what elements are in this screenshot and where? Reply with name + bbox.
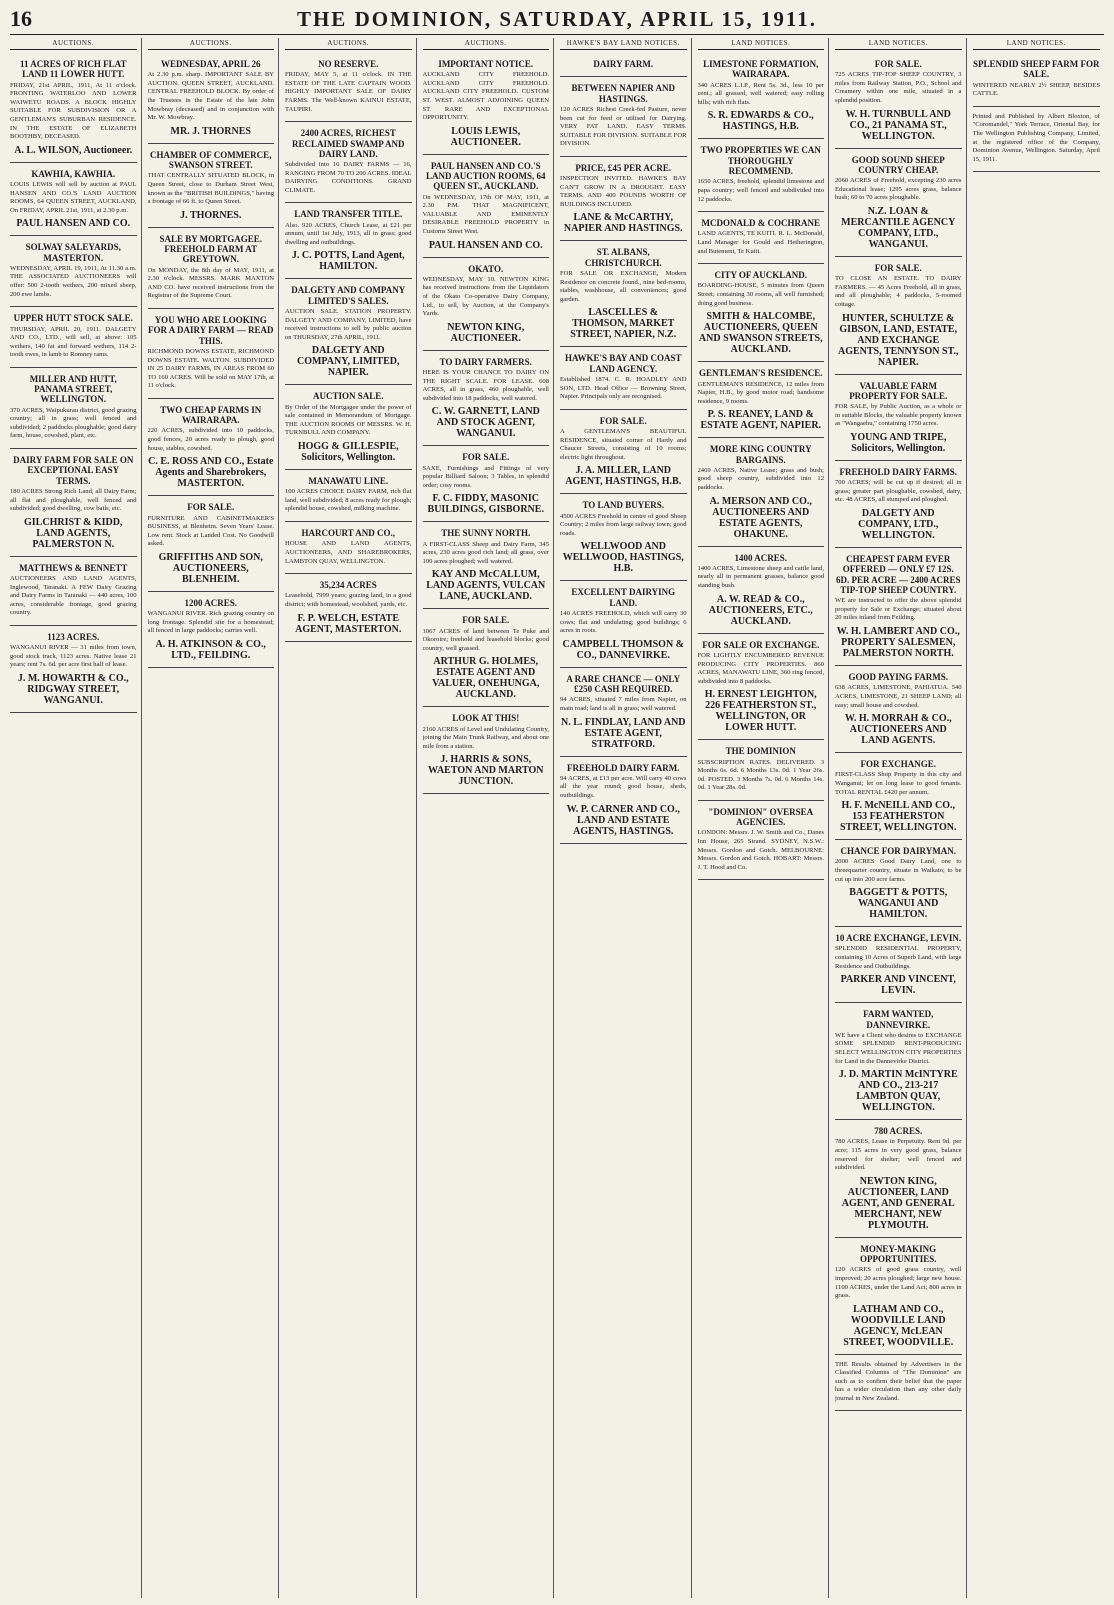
ad-body-text: FIRST-CLASS Shop Property in this city and Wanganui; let on long lease to good tenants. TOTAL RENTAL £420 per annum. bbox=[835, 771, 962, 796]
ad-advertiser: DALGETY AND COMPANY, LIMITED, NAPIER. bbox=[296, 345, 400, 379]
ad-body-text: 1400 ACRES, Limestone sheep and cattle land, nearly all in permanent grasses, balance good standing bush. bbox=[697, 564, 824, 590]
ad-body-text: 94 ACRES, at £13 per acre. Will carry 40 cows all the year round; good house, sheds, outbuildings. bbox=[560, 774, 687, 800]
ad-body-text: 120 ACRES Richest Creek-fed Pasture, never been cut for feed or utilised for Dairying. VERY FAT LAND. EASY TERMS. SUITABLE FOR DIVISION. SUITABLE FOR DIVISION. bbox=[560, 106, 687, 148]
advertisement bbox=[423, 522, 550, 609]
advertisement bbox=[560, 77, 687, 157]
ad-headline: LIMESTONE FORMATION, WAIRARAPA. bbox=[703, 59, 819, 80]
ad-advertiser: N.Z. LOAN & MERCANTILE AGENCY COMPANY, LTD., WANGANUI. bbox=[841, 205, 956, 250]
ad-headline: MANAWATU LINE. bbox=[308, 476, 389, 486]
ad-headline: THE SUNNY NORTH. bbox=[441, 528, 531, 539]
column-3 bbox=[285, 38, 417, 1598]
ad-body-text: 638 ACRES, LIMESTONE, PAHIATUA. 540 ACRES, LIMESTONE, 21 SHEEP LAND; all easy; small house and cowshed. bbox=[835, 684, 962, 709]
ad-body-text: SUBSCRIPTION RATES. DELIVERED. 3 Months 6s. 6d. 6 Months 13s. 0d. 1 Year 26s. 0d. POSTED. 3 Months 7s. 0d. 6 Months 14s. 0d. 1 Year 28s. 0d. bbox=[697, 758, 824, 792]
advertisement bbox=[560, 347, 687, 409]
column-7 bbox=[835, 38, 967, 1598]
ad-body-text: WANGANUI RIVER. Rich grazing country on long frontage. Splendid site for a homestead; all fenced in large paddocks; carries well. bbox=[147, 610, 274, 635]
ad-body-text: 4500 ACRES Freehold in centre of good Sheep Country; 2 miles from large railway town; good roads. bbox=[560, 512, 687, 537]
advertisement bbox=[423, 53, 550, 155]
ad-body-text: TO CLOSE AN ESTATE. TO DAIRY FARMERS. — 45 Acres Freehold, all in grass, and all ploughable; 4 paddocks, 5-roomed cottage. bbox=[835, 275, 962, 308]
ad-body-text: 1067 ACRES of land between Te Puke and Okoroire; freehold and leasehold blocks; good country, well grassed. bbox=[422, 627, 549, 652]
advertisement bbox=[835, 927, 962, 1003]
ad-body-text: Established 1874. C. R. HOADLEY AND SON, LTD. Head Office — Browning Street, Napier. Principals only are recognised. bbox=[560, 376, 687, 401]
advertisement bbox=[698, 264, 825, 362]
ad-advertiser: PAUL HANSEN AND CO. bbox=[428, 239, 543, 251]
ad-headline: MORE KING COUNTRY BARGAINS. bbox=[709, 444, 812, 465]
advertisement bbox=[560, 757, 687, 844]
ad-headline: 1200 ACRES. bbox=[184, 597, 237, 608]
ad-body-text: Subdivided into 16 DAIRY FARMS — 16, RANGING FROM 70 TO 200 ACRES. IDEAL DAIRYING CONDITIONS. GRAND CLIMATE. bbox=[285, 161, 412, 194]
ad-advertiser: GILCHRIST & KIDD, LAND AGENTS, PALMERSTON N. bbox=[24, 516, 123, 550]
ad-advertiser: A. MERSON AND CO., AUCTIONEERS AND ESTATE AGENTS, OHAKUNE. bbox=[709, 495, 812, 540]
ad-headline: VALUABLE FARM PROPERTY FOR SALE. bbox=[849, 380, 948, 401]
ad-headline: TWO CHEAP FARMS IN WAIRARAPA. bbox=[160, 404, 262, 426]
advertisement bbox=[973, 107, 1101, 172]
ad-body-text: 2160 ACRES of Level and Undulating Country, joining the Main Trunk Railway, and about one mile from a station. bbox=[422, 725, 549, 750]
ad-advertiser: HUNTER, SCHULTZE & GIBSON, LAND, ESTATE, AND EXCHANGE AGENTS, TENNYSON ST., NAPIER. bbox=[838, 312, 959, 368]
ad-headline: PAUL HANSEN AND CO.'S LAND AUCTION ROOMS, 64 QUEEN ST., AUCKLAND. bbox=[425, 160, 546, 192]
ad-advertiser: W. H. TURNBULL AND CO., 21 PANAMA ST., WELLINGTON. bbox=[845, 108, 951, 142]
ad-headline: FOR SALE OR EXCHANGE. bbox=[702, 639, 820, 650]
advertisement bbox=[423, 155, 550, 258]
ad-advertiser: WELLWOOD AND WELLWOOD, HASTINGS, H.B. bbox=[562, 541, 684, 575]
advertisement bbox=[973, 53, 1101, 107]
advertisement bbox=[560, 157, 687, 242]
advertisement bbox=[835, 1120, 962, 1238]
advertisement bbox=[10, 307, 137, 368]
ad-advertiser: NEWTON KING, AUCTIONEER. bbox=[447, 321, 525, 344]
ad-headline: EXCELLENT DAIRYING LAND. bbox=[571, 587, 676, 608]
ad-advertiser: KAY AND McCALLUM, LAND AGENTS, VULCAN LANE, AUCKLAND. bbox=[426, 569, 546, 603]
advertisement bbox=[10, 236, 137, 307]
ad-advertiser: MR. J. THORNES bbox=[170, 125, 251, 137]
ad-advertiser: W. P. CARNER AND CO., LAND AND ESTATE AGENTS, HASTINGS. bbox=[566, 803, 680, 837]
ad-advertiser: N. L. FINDLAY, LAND AND ESTATE AGENT, STRATFORD. bbox=[560, 716, 686, 750]
advertisement bbox=[835, 840, 962, 927]
ad-body-text: LAND AGENTS, TE KUITI. R. L. McDonald, Land Manager for Gould and Hetherington, and Butement, Te Kuiti. bbox=[697, 230, 824, 255]
ad-advertiser: NEWTON KING, AUCTIONEER, LAND AGENT, AND GENERAL MERCHANT, NEW PLYMOUTH. bbox=[841, 1175, 955, 1231]
advertisement bbox=[835, 257, 962, 375]
ad-body-text: BOARDING-HOUSE, 5 minutes from Queen Street; containing 30 rooms, all well furnished; doing good business. bbox=[697, 282, 824, 307]
advertisement bbox=[285, 470, 412, 522]
ad-headline: MATTHEWS & BENNETT bbox=[19, 562, 128, 573]
ad-advertiser: C. W. GARNETT, LAND AND STOCK AGENT, WANGANUI. bbox=[431, 406, 540, 440]
ad-body-text: AUCTIONEERS AND LAND AGENTS, Inglewood, Taranaki. A FEW Dairy Grazing and Dairy Farms in Taranaki — 440 acres, 100 acres, considerable frontage, good grazing country. bbox=[10, 575, 137, 617]
advertisement bbox=[285, 522, 412, 574]
advertisement bbox=[560, 581, 687, 667]
advertisement-columns bbox=[10, 38, 1104, 1598]
ad-headline: MONEY-MAKING OPPORTUNITIES. bbox=[860, 1243, 937, 1265]
ad-headline: MCDONALD & COCHRANE bbox=[701, 218, 820, 229]
advertisement bbox=[835, 1355, 962, 1412]
advertisement bbox=[285, 574, 412, 641]
ad-advertiser: J. D. MARTIN McINTYRE AND CO., 213-217 LAMBTON QUAY, WELLINGTON. bbox=[838, 1069, 958, 1114]
ad-body-text: Leasehold, 7999 years; grazing land, in a good district; with homestead, woolshed, yards, etc. bbox=[285, 592, 412, 608]
ad-headline: FREEHOLD DAIRY FARM. bbox=[567, 762, 680, 773]
ad-body-text: LONDON: Messrs. J. W. Smith and Co., Danes Inn House, 265 Strand. SYDNEY, N.S.W.: Messrs. Gordon and Gotch. MELBOURNE: Messrs. Gordon and Gotch. HOBART: Messrs. J. T. Hood and Co. bbox=[697, 829, 824, 871]
ad-headline: 780 ACRES. bbox=[874, 1126, 923, 1137]
advertisement bbox=[835, 375, 962, 461]
ad-body-text: THAT CENTRALLY SITUATED BLOCK, in Queen Street, close to Durham Street West, known as the "BRITISH BUILDINGS," having a frontage of 66 ft. to Queen Street. bbox=[147, 172, 274, 206]
ad-body-text: By Order of the Mortgagee under the power of sale contained in Memorandum of Mortgage. THE AUCTION ROOMS OF MESSRS. W. H. TURNBULL AND COMPANY. bbox=[285, 403, 412, 437]
ad-advertiser: F. C. FIDDY, MASONIC BUILDINGS, GISBORNE. bbox=[427, 493, 544, 516]
ad-advertiser: C. E. ROSS AND CO., Estate Agents and Sharebrokers, MASTERTON. bbox=[148, 456, 274, 490]
ad-headline: HARCOURT AND CO., bbox=[301, 528, 396, 539]
ad-body-text: LOUIS LEWIS will sell by auction at PAUL HANSEN AND CO.'S LAND AUCTION ROOMS, 64 QUEEN STREET, AUCKLAND, On FRIDAY, APRIL 21st, 1911, at 2.30 p.m. bbox=[10, 180, 137, 214]
advertisement bbox=[835, 753, 962, 840]
ad-body-text: WINTERED NEARLY 2½ SHEEP, BESIDES CATTLE. bbox=[972, 81, 1100, 98]
column-4 bbox=[423, 38, 555, 1598]
ad-headline: FARM WANTED, DANNEVIRKE. bbox=[863, 1009, 934, 1030]
ad-body-text: WEDNESDAY, APRIL 19, 1911, At 11.30 a.m. THE ASSOCIATED AUCTIONEERS will offer: 500 2-tooth wethers, 200 mixed sheep, 200 ewe lambs. bbox=[10, 264, 137, 298]
ad-headline: DAIRY FARM. bbox=[593, 59, 654, 69]
advertisement bbox=[835, 548, 962, 666]
advertisement bbox=[10, 53, 137, 163]
ad-body-text: 2060 ACRES of Freehold, excepting 230 acres Educational lease; 1295 acres grass, balance bush; 60 to 70 acres ploughable. bbox=[835, 177, 962, 202]
ad-headline: GOOD SOUND SHEEP COUNTRY CHEAP. bbox=[851, 154, 945, 175]
column-header: AUCTIONS. bbox=[10, 38, 137, 50]
ad-body-text: GENTLEMAN'S RESIDENCE, 12 miles from Napier, H.B., by good motor road; handsome residence, 9 rooms. bbox=[697, 380, 824, 405]
advertisement bbox=[423, 446, 550, 522]
ad-body-text: FOR LIGHTLY ENCUMBERED REVENUE PRODUCING CITY PROPERTIES. 860 ACRES, MANAWATU LINE, 360 ring fenced, subdivided into 8 paddocks. bbox=[697, 651, 824, 685]
ad-body-text: 2469 ACRES, Native Lease; grass and bush; good sheep country, subdivided into 12 paddocks. bbox=[697, 466, 824, 491]
ad-headline: 10 ACRE EXCHANGE, LEVIN. bbox=[835, 933, 962, 944]
ad-advertiser: CAMPBELL THOMSON & CO., DANNEVIRKE. bbox=[562, 638, 684, 661]
ad-body-text: 140 ACRES FREEHOLD, which will carry 30 cows; flat and undulating; good buildings; 6 acres in roots. bbox=[560, 610, 687, 635]
advertisement bbox=[10, 626, 137, 713]
ad-headline: CHANCE FOR DAIRYMAN. bbox=[840, 846, 956, 857]
ad-body-text: 100 ACRES CHOICE DAIRY FARM, rich flat land, well subdivided; 8 acres ready for plough; splendid house, cowshed, milking machine. bbox=[285, 488, 412, 513]
ad-headline: FOR SALE. bbox=[874, 59, 922, 69]
ad-headline: ST. ALBANS, CHRISTCHURCH. bbox=[584, 247, 662, 268]
ad-advertiser: LASCELLES & THOMSON, MARKET STREET, NAPIER, N.Z. bbox=[570, 307, 677, 341]
ad-body-text: 700 ACRES; will be cut up if desired; all in grass; greater part ploughable, cowshed, dairy, etc. 48 ACRES, all stumped and ploughed. bbox=[835, 479, 962, 504]
ad-advertiser: YOUNG AND TRIPE, Solicitors, Wellington. bbox=[850, 431, 947, 454]
ad-body-text: FRIDAY, MAY 5, at 11 o'clock. IN THE ESTATE OF THE LATE CAPTAIN WOOD. HIGHLY IMPORTANT SALE OF DAIRY FARMS. The Well-known KAINUI ESTATE, TAUPIRI. bbox=[285, 71, 412, 113]
ad-advertiser: A. L. WILSON, Auctioneer. bbox=[14, 144, 133, 156]
ad-body-text: AUCTION SALE. STATION PROPERTY. DALGETY AND COMPANY, LIMITED, have received instructions to sell by public auction on THURSDAY, 27th APRIL, 1911. bbox=[285, 308, 412, 341]
ad-body-text: FRIDAY, 21st APRIL, 1911, At 11 o'clock. FRONTING WATERLOO AND LOWER WAIWETU ROADS. A BLOCK HIGHLY SUITABLE FOR SUBDIVISION OR A GENTLEMAN'S SUBURBAN RESIDENCE. IN THE ESTATE OF ELIZABETH BOOTHBY, DECEASED. bbox=[10, 81, 137, 141]
ad-advertiser: SMITH & HALCOMBE, AUCTIONEERS, QUEEN AND SWANSON STREETS, AUCKLAND. bbox=[698, 311, 823, 356]
ad-headline: TWO PROPERTIES WE CAN THOROUGHLY RECOMMEND. bbox=[700, 145, 821, 177]
ad-body-text: 340 ACRES L.I.P., Rent 5s. 3d., less 10 per cent.; all grassed, well watered; easy rolling hills; with rich flats. bbox=[697, 81, 824, 106]
ad-body-text: 220 ACRES, subdivided into 10 paddocks, good fences, 20 acres ready to plough, good house, stables, cowshed. bbox=[147, 427, 274, 452]
ad-body-text: 2000 ACRES Good Dairy Land, one to threequarter country, situate in Waikato; to be cut up into 200 acre farms. bbox=[835, 858, 962, 883]
advertisement bbox=[698, 547, 825, 634]
ad-advertiser: LOUIS LEWIS, AUCTIONEER. bbox=[450, 125, 521, 148]
ad-advertiser: J. A. MILLER, LAND AGENT, HASTINGS, H.B. bbox=[565, 465, 682, 488]
advertisement bbox=[423, 258, 550, 351]
ad-body-text: On WEDNESDAY, 17th OF MAY, 1911, at 2.30 P.M. THAT MAGNIFICENT, VALUABLE AND EMINENTLY DESIRABLE FREEHOLD PROPERTY in Customs Street West. bbox=[422, 193, 549, 235]
ad-body-text: RICHMOND DOWNS ESTATE, RICHMOND DOWNS ESTATE. WALTON. SUBDIVIDED IN 25 DAIRY FARMS, IN AREAS FROM 60 TO 160 ACRES. Will be sold on MAY 17th, at 11 o'clock. bbox=[147, 347, 274, 390]
masthead bbox=[10, 6, 1104, 35]
column-header: AUCTIONS. bbox=[148, 38, 275, 50]
ad-body-text: A FIRST-CLASS Sheep and Dairy Farm, 345 acres, 230 acres good rich land; all grass, over 100 acres ploughed; well watered. bbox=[422, 540, 549, 565]
ad-headline: PRICE, £45 PER ACRE. bbox=[575, 162, 672, 173]
ad-headline: "DOMINION" OVERSEA AGENCIES. bbox=[708, 806, 814, 828]
ad-body-text: 725 ACRES TIP-TOP SHEEP COUNTRY, 3 miles from Railway Station, P.O., School and Creamery within one mile, situated in a splendid position. bbox=[835, 71, 962, 105]
ad-advertiser: BAGGETT & POTTS, WANGANUI AND HAMILTON. bbox=[849, 887, 948, 921]
ad-advertiser: A. W. READ & CO., AUCTIONEERS, ETC., AUCKLAND. bbox=[708, 593, 813, 627]
ad-body-text: SAXE, Furnishings and Fittings of very popular Billiard Saloon; 3 Tables, in splendid order; cosy rooms. bbox=[422, 464, 549, 489]
advertisement bbox=[698, 740, 825, 801]
ad-body-text: 1650 ACRES, freehold, splendid limestone and papa country; well fenced and subdivided into 12 paddocks. bbox=[697, 178, 824, 203]
ad-headline: TO DAIRY FARMERS. bbox=[439, 356, 532, 367]
ad-advertiser: J. M. HOWARTH & CO., RIDGWAY STREET, WANGANUI. bbox=[17, 672, 129, 706]
column-5 bbox=[560, 38, 692, 1598]
ad-advertiser: J. HARRIS & SONS, WAETON AND MARTON JUNCTION. bbox=[428, 754, 544, 788]
ad-headline: FOR SALE. bbox=[462, 452, 510, 463]
ad-advertiser: H. F. McNEILL AND CO., 153 FEATHERSTON STREET, WELLINGTON. bbox=[840, 800, 957, 834]
ad-headline: DALGETY AND COMPANY LIMITED'S SALES. bbox=[291, 285, 406, 306]
ad-headline: SOLWAY SALEYARDS, MASTERTON. bbox=[25, 242, 121, 263]
ad-headline: 2400 ACRES, RICHEST RECLAIMED SWAMP AND DAIRY LAND. bbox=[291, 128, 405, 159]
advertisement bbox=[148, 53, 275, 144]
column-header: HAWKE'S BAY LAND NOTICES. bbox=[560, 38, 687, 50]
ad-advertiser: J. C. POTTS, Land Agent, HAMILTON. bbox=[291, 250, 405, 273]
advertisement bbox=[698, 139, 825, 212]
ad-advertiser: P. S. REANEY, LAND & ESTATE AGENT, NAPIER. bbox=[700, 409, 822, 432]
ad-advertiser: H. ERNEST LEIGHTON, 226 FEATHERSTON ST., WELLINGTON, OR LOWER HUTT. bbox=[704, 689, 817, 734]
column-1 bbox=[10, 38, 142, 1598]
column-2 bbox=[148, 38, 280, 1598]
ad-headline: LAND TRANSFER TITLE. bbox=[294, 209, 403, 220]
ad-headline: YOU WHO ARE LOOKING FOR A DAIRY FARM — READ THIS. bbox=[148, 314, 274, 346]
ad-body-text: FOR SALE OR EXCHANGE, Modern Residence on concrete found., nine bed-rooms, stables, washhouse, all conveniences; good garden. bbox=[560, 270, 687, 303]
ad-headline: NO RESERVE. bbox=[318, 59, 379, 69]
ad-body-text: On MONDAY, the 8th day of MAY, 1911, at 2.30 o'clock. MESSRS. MARK MAXTON AND CO. have received instructions from the Registrar of the Supreme Court. bbox=[147, 266, 274, 300]
ad-body-text: 180 ACRES Strong Rich Land, all Dairy Farm; all flat and ploughable, well fenced and subdivided; good dwelling, cow bails, etc. bbox=[10, 488, 137, 513]
ad-headline: AUCTION SALE. bbox=[312, 391, 384, 402]
ad-advertiser: LANE & McCARTHY, NAPIER AND HASTINGS. bbox=[563, 212, 683, 235]
ad-body-text: A GENTLEMAN'S BEAUTIFUL RESIDENCE, situated corner of Hardy and Chaucer Streets, consisting of 10 rooms; electric light throughout. bbox=[560, 428, 687, 461]
ad-headline: 11 ACRES OF RICH FLAT LAND 11 LOWER HUTT. bbox=[19, 59, 127, 80]
ad-headline: FOR SALE. bbox=[599, 415, 647, 426]
advertisement bbox=[698, 634, 825, 741]
ad-body-text: THE Results obtained by Advertisers in the Classified Columns of "The Dominion" are such as to confirm their belief that the paper has a wider circulation than any other daily journal in New Zealand. bbox=[835, 1360, 962, 1402]
ad-body-text: FURNITURE AND CABINETMAKER'S BUSINESS, at Blenheim. Seven Years' Lease. Low rent. Stock at Landed Cost. No Goodwill asked. bbox=[147, 514, 274, 548]
ad-body-text: HOUSE AND LAND AGENTS, AUCTIONEERS, AND SHAREBROKERS, LAMBTON QUAY, WELLINGTON. bbox=[285, 540, 412, 565]
ad-body-text: 120 ACRES of good grass country, well improved; 20 acres ploughed; large new house. 1100 ACRES, under the Land Act; 800 acres in grass. bbox=[835, 1266, 962, 1300]
ad-body-text: 370 ACRES, Waipukurau district, good grazing country; all in grass; well fenced and subdivided; 2 paddocks ploughable; good dairy farm, house, cowshed, plant, etc. bbox=[10, 406, 137, 440]
advertisement bbox=[10, 368, 137, 449]
ad-headline: BETWEEN NAPIER AND HASTINGS. bbox=[571, 83, 676, 104]
ad-headline: GOOD PAYING FARMS. bbox=[848, 672, 949, 683]
advertisement bbox=[148, 228, 275, 309]
advertisement bbox=[148, 309, 275, 399]
ad-headline: CHAMBER OF COMMERCE, SWANSON STREET. bbox=[150, 149, 272, 171]
advertisement bbox=[560, 410, 687, 495]
advertisement bbox=[285, 122, 412, 203]
advertisement bbox=[835, 1003, 962, 1120]
ad-body-text: AUCKLAND CITY FREEHOLD. AUCKLAND CITY FREEHOLD. AUCKLAND CITY FREEHOLD. CUSTOM ST. WEST. ALMOST ADJOINING QUEEN ST. RARE AND EXCEPTIONAL OPPORTUNITY. bbox=[422, 71, 549, 122]
advertisement bbox=[148, 399, 275, 496]
ad-advertiser: PAUL HANSEN AND CO. bbox=[16, 218, 131, 230]
ad-headline: WEDNESDAY, APRIL 26 bbox=[160, 59, 261, 69]
ad-headline: IMPORTANT NOTICE. bbox=[438, 59, 534, 69]
advertisement bbox=[10, 163, 137, 237]
advertisement bbox=[698, 362, 825, 438]
ad-advertiser: F. P. WELCH, ESTATE AGENT, MASTERTON. bbox=[295, 612, 402, 635]
ad-headline: LOOK AT THIS! bbox=[452, 713, 520, 724]
column-header: AUCTIONS. bbox=[423, 38, 550, 50]
advertisement bbox=[10, 557, 137, 626]
ad-headline: SPLENDID SHEEP FARM FOR SALE. bbox=[972, 59, 1100, 80]
column-header: LAND NOTICES. bbox=[835, 38, 962, 50]
advertisement bbox=[423, 609, 550, 707]
ad-headline: FOR SALE. bbox=[462, 615, 510, 626]
ad-advertiser: ARTHUR G. HOLMES, ESTATE AGENT AND VALUER, ONEHUNGA, AUCKLAND. bbox=[432, 656, 540, 701]
advertisement bbox=[835, 149, 962, 257]
ad-headline: 1400 ACRES. bbox=[734, 552, 787, 563]
column-header: LAND NOTICES. bbox=[973, 38, 1101, 50]
ad-advertiser: J. THORNES. bbox=[180, 209, 242, 221]
advertisement bbox=[148, 144, 275, 228]
ad-body-text: FOR SALE, by Public Auction, as a whole or in suitable Blocks, the valuable property known as "Wangaehu," containing 1750 acres. bbox=[835, 403, 962, 428]
ad-headline: SALE BY MORTGAGEE. FREEHOLD FARM AT GREYTOWN. bbox=[159, 233, 263, 265]
ad-headline: FREEHOLD DAIRY FARMS. bbox=[839, 466, 957, 477]
ad-advertiser: S. R. EDWARDS & CO., HASTINGS, H.B. bbox=[707, 110, 814, 133]
column-8 bbox=[973, 38, 1105, 1598]
ad-headline: FOR EXCHANGE. bbox=[860, 759, 936, 770]
ad-body-text: INSPECTION INVITED. HAWKE'S BAY CAN'T GROW IN A DROUGHT. EASY TERMS. AND 400 POUNDS WORTH OF BUILDINGS INCLUDED. bbox=[560, 175, 687, 208]
ad-advertiser: PARKER AND VINCENT, LEVIN. bbox=[840, 974, 956, 997]
advertisement bbox=[285, 279, 412, 385]
advertisement bbox=[835, 461, 962, 548]
ad-advertiser: A. H. ATKINSON & CO., LTD., FEILDING. bbox=[155, 638, 266, 661]
page-number: 16 bbox=[10, 6, 32, 31]
ad-headline: HAWKE'S BAY AND COAST LAND AGENCY. bbox=[564, 353, 682, 374]
ad-advertiser: GRIFFITHS AND SON, AUCTIONEERS, BLENHEIM. bbox=[158, 551, 263, 585]
advertisement bbox=[285, 53, 412, 122]
ad-headline: TO LAND BUYERS. bbox=[582, 500, 665, 511]
ad-headline: 1123 ACRES. bbox=[47, 631, 100, 642]
ad-headline: GENTLEMAN'S RESIDENCE. bbox=[698, 368, 823, 379]
ad-headline: DAIRY FARM FOR SALE ON EXCEPTIONAL EASY TERMS. bbox=[13, 455, 134, 486]
ad-headline: CITY OF AUCKLAND. bbox=[714, 270, 808, 281]
advertisement bbox=[10, 449, 137, 557]
ad-headline: FOR SALE. bbox=[874, 262, 922, 273]
column-header: LAND NOTICES. bbox=[698, 38, 825, 50]
advertisement bbox=[835, 666, 962, 753]
advertisement bbox=[835, 1238, 962, 1355]
advertisement bbox=[148, 496, 275, 592]
advertisement bbox=[698, 212, 825, 264]
ad-headline: A RARE CHANCE — ONLY £250 CASH REQUIRED. bbox=[566, 673, 681, 695]
ad-body-text: 780 ACRES, Lease in Perpetuity. Rent 9d. per acre; 115 acres in very good grass, balance reserved for shelter; well fenced and subdivided. bbox=[835, 1138, 962, 1172]
ad-headline: CHEAPEST FARM EVER OFFERED — ONLY £7 12S. 6D. PER ACRE — 2400 ACRES TIP-TOP SHEEP COUNTRY. bbox=[835, 553, 961, 595]
ad-body-text: WE are instructed to offer the above splendid property for Sale or Exchange; situated about 20 miles inland from Feilding. bbox=[835, 597, 962, 622]
advertisement bbox=[698, 53, 825, 139]
ad-body-text: SPLENDID RESIDENTIAL PROPERTY, containing 10 Acres of Superb Land, with large Residence and Outbuildings. bbox=[835, 945, 962, 970]
advertisement bbox=[835, 53, 962, 149]
masthead-title: THE DOMINION, SATURDAY, APRIL 15, 1911. bbox=[296, 7, 818, 31]
ad-body-text: WE have a Client who desires to EXCHANGE SOME SPLENDID RENT-PRODUCING SELECT WELLINGTON CITY PROPERTIES for Land in the Dannevirke District. bbox=[835, 1031, 962, 1065]
advertisement bbox=[148, 592, 275, 668]
ad-advertiser: LATHAM AND CO., WOODVILLE LAND AGENCY, McLEAN STREET, WOODVILLE. bbox=[843, 1303, 954, 1348]
ad-body-text: WANGANUI RIVER — 31 miles from town, good stock track, 1123 acres. Native lease 21 years; rent 7s. 6d. per acre first half of lease. bbox=[10, 644, 137, 669]
ad-advertiser: DALGETY AND COMPANY, LTD., WELLINGTON. bbox=[858, 507, 939, 541]
ad-body-text: Also. 920 ACRES, Church Lease, at £21 per annum, until 1st July, 1913, all in grass; good dwelling and outbuildings. bbox=[285, 221, 412, 246]
advertisement bbox=[560, 53, 687, 77]
ad-headline: UPPER HUTT STOCK SALE. bbox=[13, 313, 133, 324]
advertisement bbox=[560, 668, 687, 757]
advertisement bbox=[285, 385, 412, 470]
column-6 bbox=[698, 38, 830, 1598]
ad-headline: FOR SALE. bbox=[187, 502, 235, 513]
ad-body-text: 94 ACRES, situated 7 miles from Napier, on main road; land is all in grass; well watered. bbox=[560, 696, 687, 712]
ad-headline: MILLER AND HUTT, PANAMA STREET, WELLINGTON. bbox=[29, 373, 117, 405]
ad-advertiser: W. H. MORRAH & CO., AUCTIONEERS AND LAND AGENTS. bbox=[844, 713, 952, 747]
ad-headline: KAWHIA, KAWHIA. bbox=[31, 168, 116, 179]
advertisement bbox=[560, 494, 687, 581]
ad-advertiser: W. H. LAMBERT AND CO., PROPERTY SALESMEN, PALMERSTON NORTH. bbox=[836, 626, 960, 660]
advertisement bbox=[423, 351, 550, 447]
advertisement bbox=[698, 438, 825, 546]
column-header: AUCTIONS. bbox=[285, 38, 412, 50]
advertisement bbox=[285, 203, 412, 279]
ad-body-text: WEDNESDAY, MAY 10. NEWTON KING has received instructions from the Liquidators of the Okato Co-operative Dairy Company, Ltd., to sell, by Auction, at the Company's Yards. bbox=[422, 275, 549, 318]
ad-body-text: Printed and Published by Albert Bloxton, of "Coromandel," York Terrace, Oriental Bay, for The Wellington Publishing Company, Limited, at the registered office of the Company, Dominion Avenue, Wellington. Saturday, April 15, 1911. bbox=[972, 112, 1100, 163]
advertisement bbox=[560, 241, 687, 347]
ad-body-text: THURSDAY, APRIL 20, 1911. DALGETY AND CO., LTD., will sell, at above: 105 wethers, 140 fat and forward wethers, 114 2-tooth ewes, in lamb to Romney rams. bbox=[10, 325, 137, 359]
ad-body-text: HERE IS YOUR CHANCE TO DAIRY ON THE RIGHT SCALE. FOR LEASE. 608 ACRES, all in grass, 460 ploughable, well subdivided into 18 paddocks, well watered. bbox=[422, 369, 549, 402]
ad-advertiser: HOGG & GILLESPIE, Solicitors, Wellington. bbox=[297, 441, 399, 463]
advertisement bbox=[423, 707, 550, 794]
ad-headline: THE DOMINION bbox=[725, 746, 796, 757]
ad-headline: 35,234 ACRES bbox=[319, 580, 377, 591]
ad-body-text: At 2.30 p.m. sharp. IMPORTANT SALE BY AUCTION. QUEEN STREET, AUCKLAND. CENTRAL FREEHOLD BLOCK. By order of the Trustees in the Estate of the late John Mowbray (deceased) and in conjunction with Mr. W. Mowbray. bbox=[147, 71, 274, 122]
advertisement bbox=[698, 801, 825, 881]
ad-headline: OKATO. bbox=[468, 263, 504, 274]
